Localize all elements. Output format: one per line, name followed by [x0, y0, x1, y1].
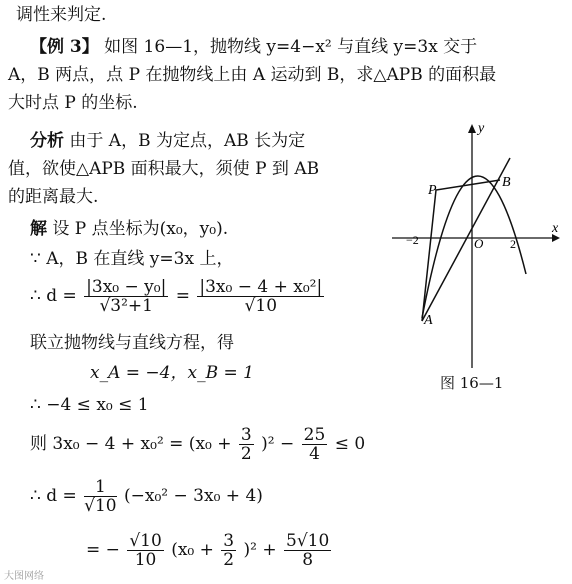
tick-neg2-label: −2 [406, 233, 419, 247]
because-line: ∵ A，B 在直线 y=3x 上， [30, 249, 234, 269]
final-prefix: = − [86, 540, 120, 560]
solution-label: 解 [30, 219, 47, 239]
completing-square-line [30, 426, 365, 463]
distance-formula [30, 278, 326, 315]
final-fraction-2-numerator: 3 [223, 531, 235, 551]
d-fraction-numerator: 1 [84, 478, 116, 497]
d-expression-line [30, 478, 263, 515]
cs-fraction-1-numerator: 3 [240, 425, 252, 445]
axis-y-label: y [478, 121, 485, 136]
equals-sign: = [175, 286, 190, 306]
cs-fraction-2-numerator: 25 [303, 425, 326, 445]
example-text: 如图 16—1，抛物线 y=4−x² 与直线 y=3x 交于 [104, 37, 478, 57]
cs-fraction-1-denominator: 2 [240, 444, 252, 464]
final-fraction-3-numerator: 5√10 [286, 531, 330, 551]
axis-x-label: x [552, 221, 559, 236]
analysis-line-1 [30, 130, 305, 152]
final-fraction-2 [221, 532, 236, 569]
analysis-line-2: 值，欲使△APB 面积最大，须使 P 到 AB [8, 159, 320, 179]
final-fraction-1 [127, 532, 163, 569]
fraction-2 [197, 278, 324, 315]
final-fraction-3-denominator: 8 [302, 550, 314, 570]
fraction-1-numerator: |3x₀ − y₀| [86, 277, 167, 297]
cs-fraction-2-denominator: 4 [309, 444, 320, 464]
analysis-text: 由于 A，B 为定点，AB 长为定 [69, 131, 306, 151]
xa-xb-line: x_A = −4，x_B = 1 [90, 363, 254, 383]
final-fraction-1-numerator: √10 [129, 531, 162, 551]
d-end: (−x₀² − 3x₀ + 4) [124, 486, 263, 506]
simultaneous-line: 联立抛物线与直线方程，得 [30, 333, 234, 353]
formula-prefix: ∴ d = [30, 286, 77, 306]
analysis-line-3: 的距离最大. [8, 187, 99, 207]
example-label: 【例 3】 [30, 37, 99, 57]
final-middle: (x₀ + [171, 540, 214, 560]
cs-middle: )² − [261, 434, 295, 454]
point-p-label: P [428, 183, 437, 198]
range-line: ∴ −4 ≤ x₀ ≤ 1 [30, 395, 149, 415]
cs-fraction-1 [239, 426, 254, 463]
watermark: 大图网络 [4, 571, 44, 582]
example-3-line-3: 大时点 P 的坐标. [8, 93, 138, 113]
solution-text: 设 P 点坐标为(x₀，y₀). [52, 219, 229, 239]
final-fraction-3 [284, 532, 331, 569]
example-3-line-2: A，B 两点，点 P 在抛物线上由 A 运动到 B，求△APB 的面积最 [8, 65, 497, 85]
fraction-2-numerator: |3x₀ − 4 + x₀²| [199, 277, 323, 297]
final-fraction-2-denominator: 2 [223, 550, 235, 570]
cs-end: ≤ 0 [334, 434, 366, 454]
point-b-label: B [502, 175, 511, 190]
figure-16-1 [392, 118, 564, 368]
cs-fraction-2 [302, 426, 328, 463]
figure-caption: 图 16—1 [440, 374, 504, 392]
solution-line-1 [30, 218, 228, 240]
d-prefix: ∴ d = [30, 486, 77, 506]
d-fraction [84, 478, 116, 515]
point-a-label: A [424, 313, 433, 328]
final-expression-line [86, 532, 333, 569]
final-fraction-1-denominator: 10 [134, 550, 157, 570]
tick-2-label: 2 [510, 237, 516, 251]
cs-prefix: 则 3x₀ − 4 + x₀² = (x₀ + [30, 434, 232, 454]
y-axis-arrow [468, 124, 476, 133]
fraction-1-denominator: √3²+1 [99, 296, 153, 316]
analysis-label: 分析 [30, 131, 64, 151]
origin-label: O [474, 236, 484, 251]
final-middle-2: )² + [243, 540, 277, 560]
text-line-0: 调性来判定. [16, 5, 107, 25]
fraction-1 [84, 278, 168, 315]
example-3-line-1 [30, 36, 477, 58]
fraction-2-denominator: √10 [244, 296, 278, 316]
d-fraction-denominator: √10 [84, 496, 117, 516]
